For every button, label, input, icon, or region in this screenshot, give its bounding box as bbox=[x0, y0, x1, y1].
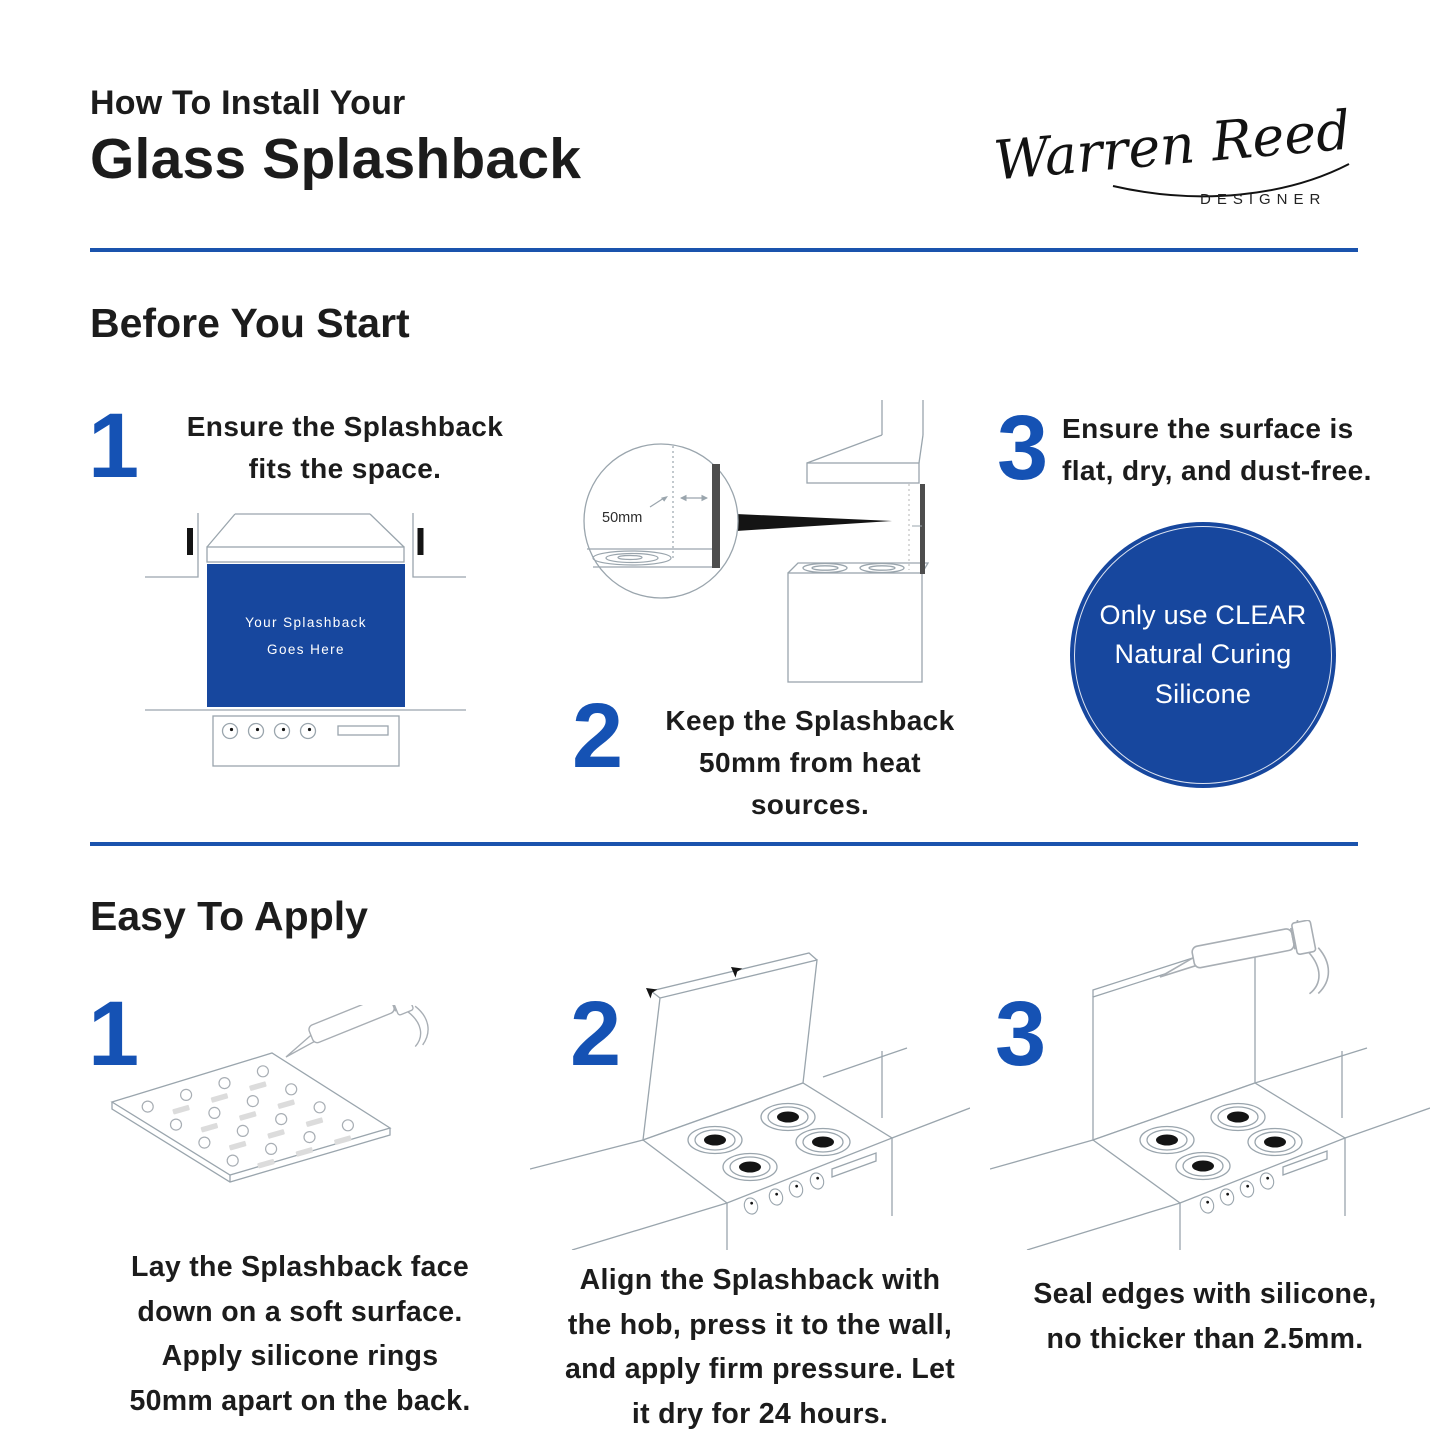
zoom-pointer-wedge bbox=[736, 514, 892, 531]
brand-name: Warren Reed bbox=[991, 98, 1354, 193]
illustration-align-splashback bbox=[530, 920, 970, 1250]
apply-step-2-number: 2 bbox=[570, 983, 622, 1085]
before-step-3-number: 3 bbox=[997, 397, 1049, 499]
apply-step-3-caption: Seal edges with silicone, no thicker than 2.5mm. bbox=[1033, 1278, 1377, 1355]
divider-middle bbox=[90, 842, 1358, 846]
section-heading-before-you-start: Before You Start bbox=[90, 300, 410, 346]
cooker-hood bbox=[207, 514, 404, 547]
illustration-seal-edges bbox=[990, 920, 1430, 1250]
before-step-1-text: Ensure the Splashback fits the space. bbox=[186, 411, 504, 484]
apply-step-2-caption: Align the Splashback with the hob, press it to the wall, and apply firm pressure. Let it dry for 24 hours. bbox=[564, 1264, 956, 1431]
before-step-2-number: 2 bbox=[572, 685, 624, 787]
counter-edge bbox=[990, 1140, 1093, 1169]
silicone-note-badge bbox=[1070, 522, 1336, 788]
splashback-edge-zoomed bbox=[712, 464, 720, 568]
cooker-body bbox=[788, 573, 922, 682]
splashback-edge bbox=[920, 484, 925, 574]
press-arrow-icon bbox=[646, 986, 658, 998]
before-step-3-text: Ensure the surface is flat, dry, and dust-free. bbox=[1062, 413, 1372, 486]
page-title: Glass Splashback bbox=[90, 127, 582, 191]
apply-step-1-number: 1 bbox=[88, 983, 140, 1085]
apply-step-3-number: 3 bbox=[995, 983, 1047, 1085]
illustration-heat-clearance bbox=[560, 400, 980, 700]
section-heading-easy-to-apply: Easy To Apply bbox=[90, 893, 368, 939]
badge-inner-ring bbox=[1074, 526, 1332, 784]
counter-edge bbox=[530, 1140, 643, 1169]
apply-step-1-caption: Lay the Splashback face down on a soft surface. Apply silicone rings 50mm apart on the back. bbox=[129, 1251, 471, 1418]
before-step-2-text: Keep the Splashback 50mm from heat sources. bbox=[665, 705, 955, 820]
cabinet-handle bbox=[187, 528, 193, 555]
divider-top bbox=[90, 248, 1358, 252]
brand-subtitle: DESIGNER bbox=[1200, 191, 1327, 208]
hood-chimney bbox=[882, 400, 923, 435]
before-step-1-number: 1 bbox=[88, 395, 140, 497]
cooker-hood bbox=[807, 463, 919, 483]
splashback-placeholder-label: Your Splashback Goes Here bbox=[245, 614, 367, 657]
silicone-note-text: Only use CLEAR Natural Curing Silicone bbox=[1099, 600, 1307, 709]
dimension-label: 50mm bbox=[602, 510, 643, 526]
header-eyebrow: How To Install Your bbox=[90, 84, 406, 122]
illustration-silicone-rings bbox=[90, 1005, 510, 1255]
cabinet-handle bbox=[418, 528, 424, 555]
